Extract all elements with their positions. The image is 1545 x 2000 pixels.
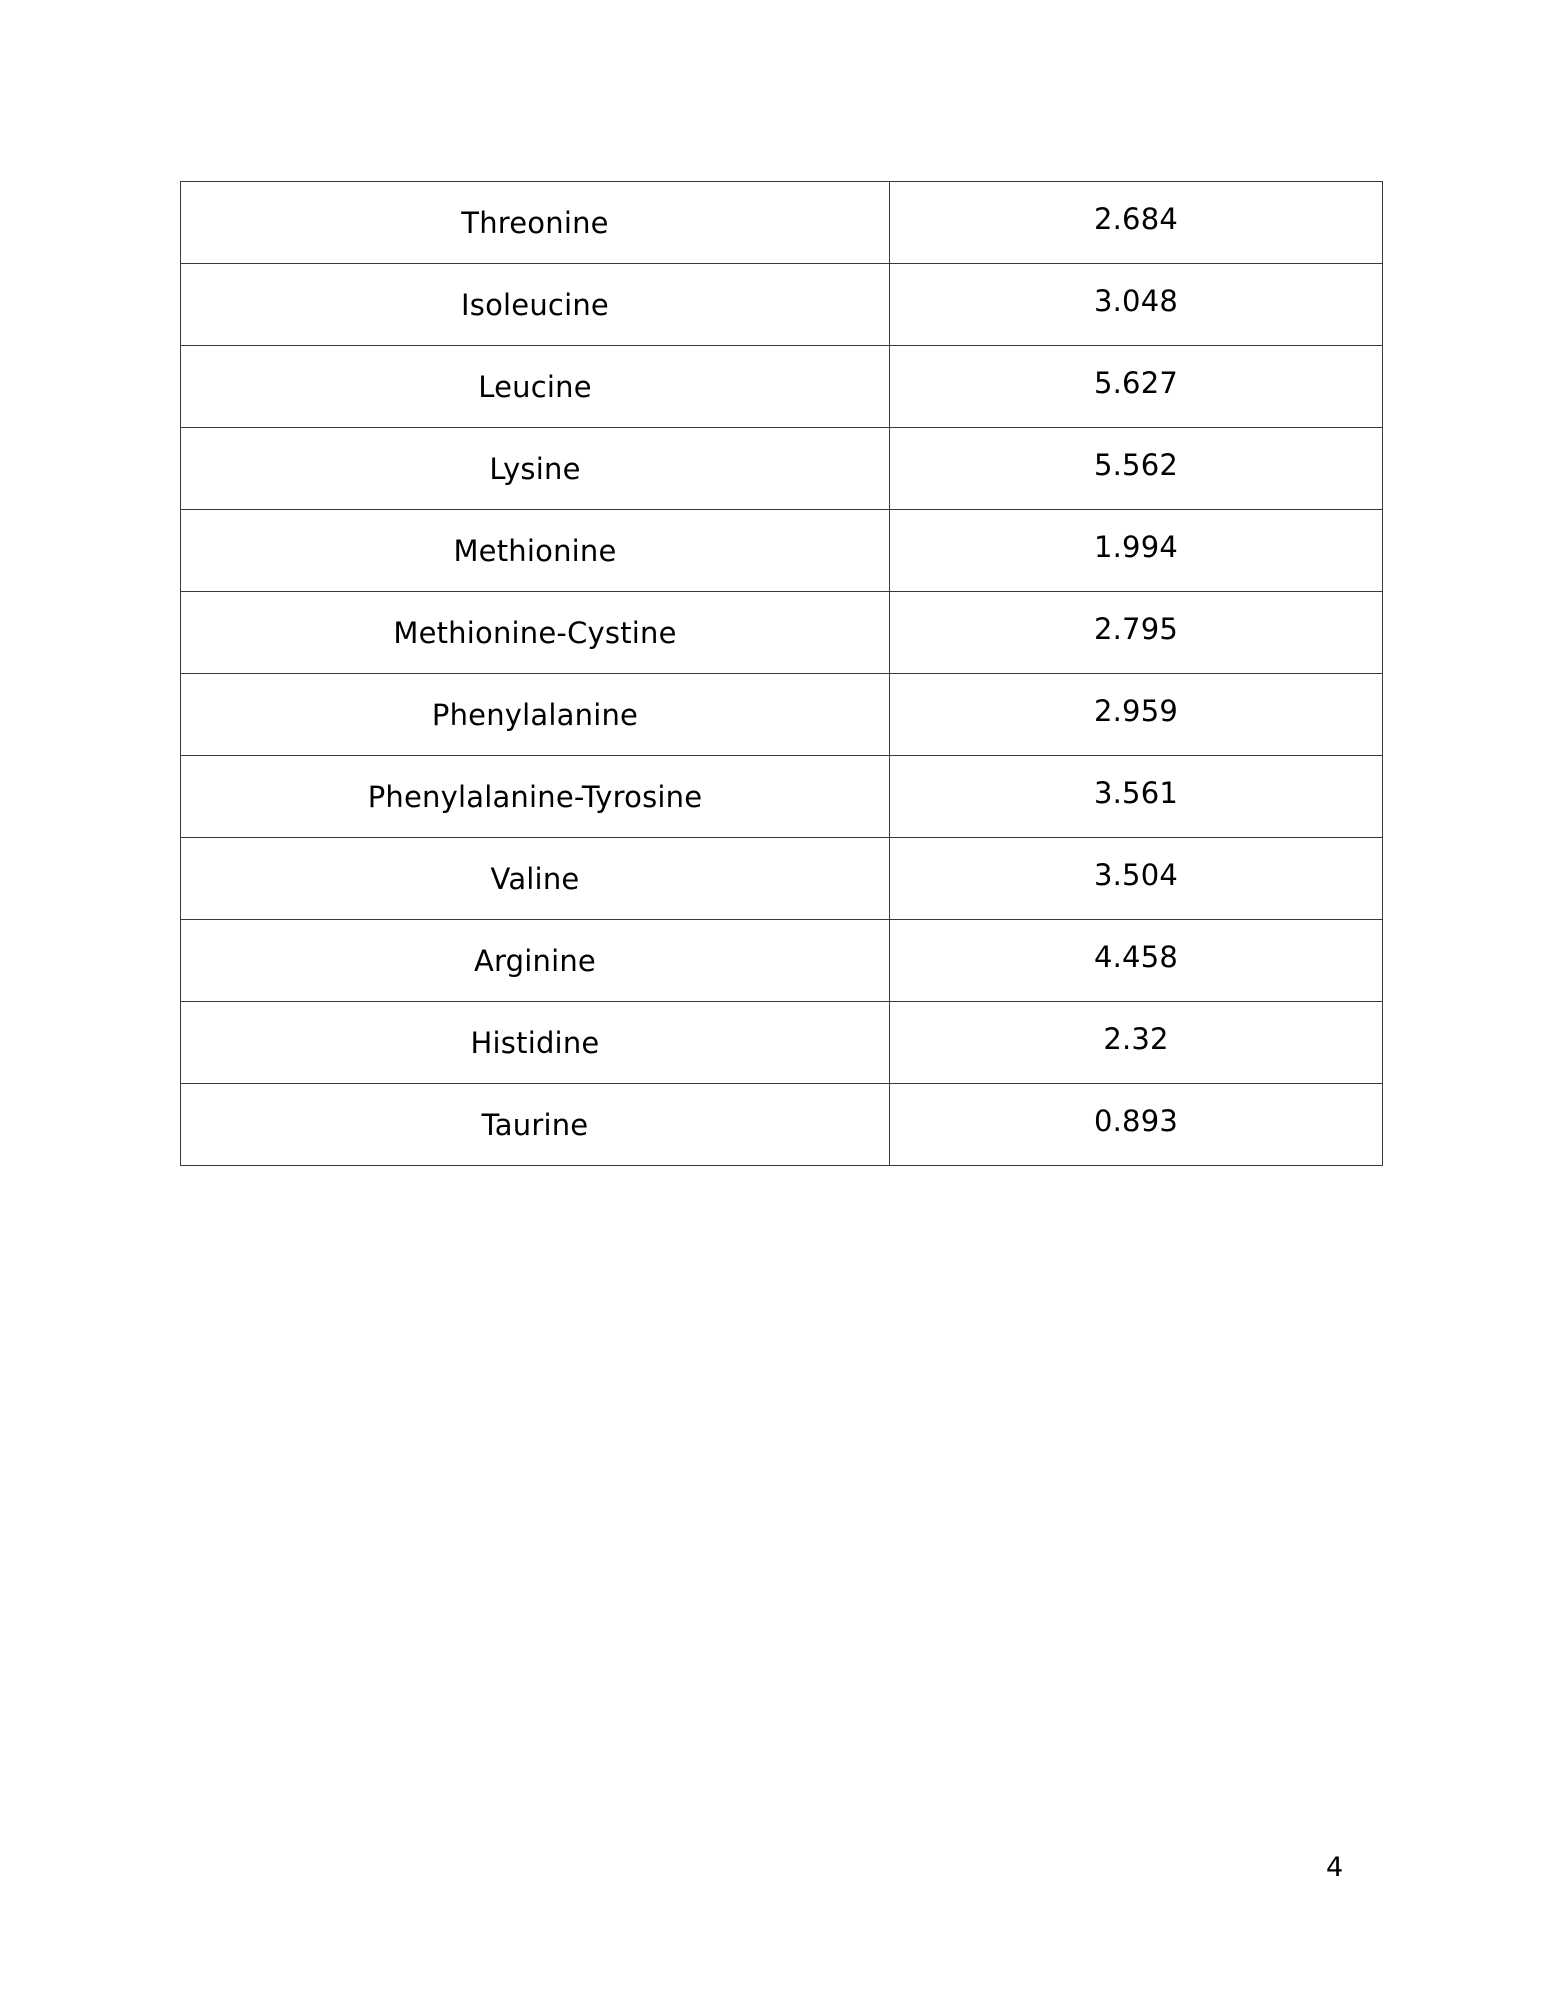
amino-acid-name: Isoleucine: [181, 264, 890, 346]
amino-acid-name: Valine: [181, 838, 890, 920]
amino-acid-value: 5.627: [890, 346, 1383, 428]
table-row: [181, 838, 1383, 920]
amino-acid-name: Histidine: [181, 1002, 890, 1084]
page-number: 4: [1326, 1852, 1344, 1883]
table-row: [181, 264, 1383, 346]
amino-acid-name: Leucine: [181, 346, 890, 428]
table-row: [181, 346, 1383, 428]
table-row: [181, 428, 1383, 510]
table-row: [181, 674, 1383, 756]
amino-acid-table: [180, 181, 1383, 1166]
table-row: [181, 510, 1383, 592]
amino-acid-value: 5.562: [890, 428, 1383, 510]
amino-acid-value: 1.994: [890, 510, 1383, 592]
table-row: [181, 920, 1383, 1002]
amino-acid-name: Methionine: [181, 510, 890, 592]
amino-acid-name: Arginine: [181, 920, 890, 1002]
amino-acid-value: 2.959: [890, 674, 1383, 756]
amino-acid-value: 3.048: [890, 264, 1383, 346]
table-row: [181, 592, 1383, 674]
amino-acid-value: 2.795: [890, 592, 1383, 674]
amino-acid-value: 2.32: [890, 1002, 1383, 1084]
amino-acid-name: Threonine: [181, 182, 890, 264]
amino-acid-value: 0.893: [890, 1084, 1383, 1166]
amino-acid-value: 3.504: [890, 838, 1383, 920]
amino-acid-value: 4.458: [890, 920, 1383, 1002]
amino-acid-value: 3.561: [890, 756, 1383, 838]
amino-acid-name: Phenylalanine: [181, 674, 890, 756]
table-row: [181, 1084, 1383, 1166]
amino-acid-name: Methionine-Cystine: [181, 592, 890, 674]
table-row: [181, 182, 1383, 264]
amino-acid-value: 2.684: [890, 182, 1383, 264]
table-row: [181, 756, 1383, 838]
amino-acid-name: Taurine: [181, 1084, 890, 1166]
amino-acid-name: Phenylalanine-Tyrosine: [181, 756, 890, 838]
table-row: [181, 1002, 1383, 1084]
amino-acid-name: Lysine: [181, 428, 890, 510]
